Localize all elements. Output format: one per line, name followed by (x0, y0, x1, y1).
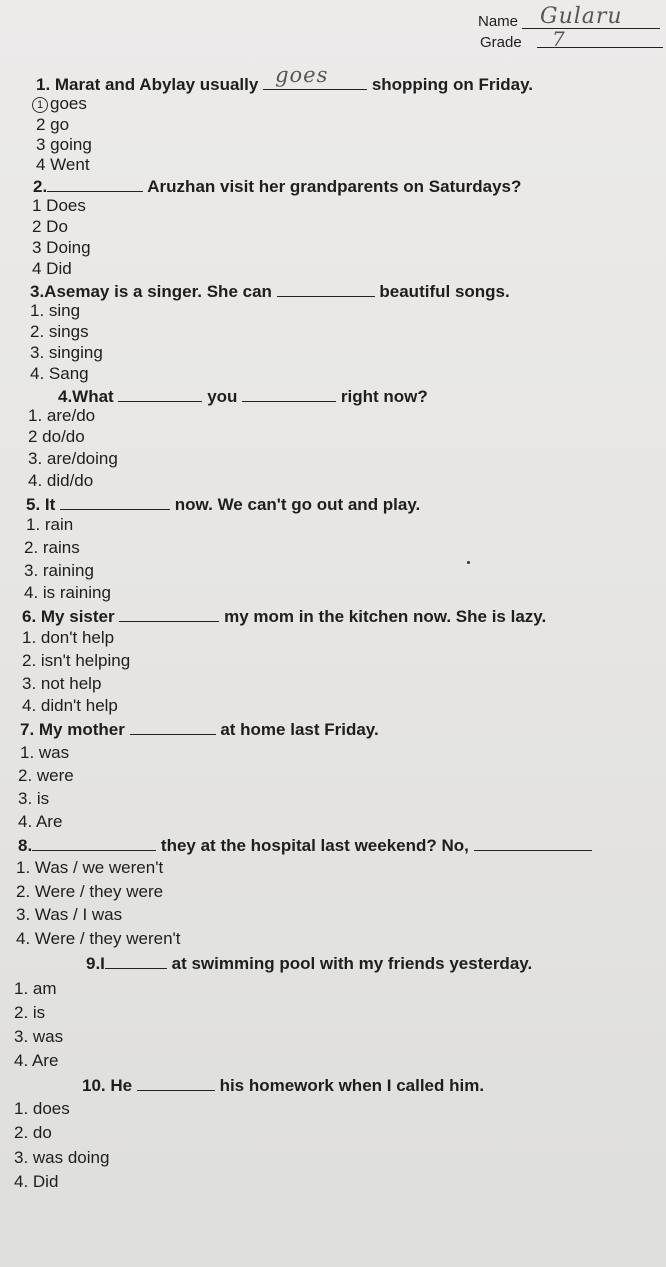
answer-blank (130, 718, 216, 735)
option: 1. Was / we weren't (16, 858, 164, 877)
option: 1 goes (32, 94, 87, 114)
option: 3 going (36, 135, 92, 154)
option: 1. am (14, 979, 57, 998)
option: 2. Were / they were (16, 882, 164, 901)
option: 4 Did (32, 259, 72, 278)
option: 2 do/do (28, 427, 85, 446)
question-10: 10. He his homework when I called him. (82, 1076, 485, 1095)
question-7: 7. My mother at home last Friday. (20, 720, 379, 739)
option: 2 go (36, 115, 70, 134)
option: 3. was (14, 1027, 64, 1046)
option: 3. not help (22, 674, 102, 693)
option: 2. rains (24, 538, 80, 557)
answer-blank (47, 175, 143, 192)
option: 3 Doing (32, 238, 91, 257)
option: 2. do (14, 1123, 52, 1142)
option: 4. Were / they weren't (16, 929, 181, 948)
grade-label: Grade (480, 34, 522, 51)
option: 2. isn't helping (22, 651, 131, 670)
option: 1. rain (26, 515, 74, 534)
option: 2 Do (32, 217, 68, 236)
answer-blank (118, 385, 202, 402)
option: 1. don't help (22, 628, 115, 647)
option: 1 Does (32, 196, 86, 215)
option: 4. Sang (30, 364, 89, 383)
option: 2. is (14, 1003, 46, 1022)
question-text: 1. Marat and Abylay usually (36, 75, 259, 94)
ink-dot (467, 561, 470, 564)
option: 1. does (14, 1099, 70, 1118)
option: 3. singing (30, 343, 103, 362)
circled-mark: 1 (32, 97, 48, 113)
option: 3. Was / I was (16, 905, 123, 924)
question-6: 6. My sister my mom in the kitchen now. She is lazy. (22, 607, 547, 626)
option: 3. raining (24, 561, 94, 580)
option: 4. did/do (28, 471, 94, 490)
question-3: 3.Asemay is a singer. She can beautiful songs. (30, 282, 510, 301)
answer-blank (137, 1074, 215, 1091)
answer-blank (474, 834, 592, 851)
option: 4 Went (36, 155, 90, 174)
answer-blank (60, 493, 170, 510)
answer-blank (277, 280, 375, 297)
answer-blank (263, 63, 367, 90)
question-9: 9.I at swimming pool with my friends yesterday. (86, 954, 533, 973)
option: 4. Are (18, 812, 63, 831)
question-2: 2. Aruzhan visit her grandparents on Saturdays? (33, 177, 522, 196)
question-8: 8. they at the hospital last weekend? No, (18, 834, 592, 856)
answer-blank (119, 605, 219, 622)
handwritten-answer: goes (275, 63, 329, 87)
question-1 (36, 63, 533, 95)
option: 1. are/do (28, 406, 96, 425)
answer-blank (242, 385, 336, 402)
name-label: Name (478, 13, 519, 30)
option: 3. was doing (14, 1148, 110, 1167)
option: 3. are/doing (28, 449, 118, 468)
option: 2. were (18, 766, 74, 785)
question-5: 5. It now. We can't go out and play. (26, 495, 421, 514)
grade-handwritten: 7 (552, 27, 566, 51)
name-handwritten: Gularu (540, 4, 623, 29)
option: 3. is (18, 789, 50, 808)
option: 4. didn't help (22, 696, 118, 715)
option: 1. was (20, 743, 70, 762)
answer-blank (32, 834, 156, 851)
option: 2. sings (30, 322, 89, 341)
question-text-end: shopping on Friday. (371, 75, 533, 94)
question-4: 4.What you right now? (58, 387, 428, 406)
answer-blank (105, 952, 167, 969)
option: 1. sing (30, 301, 81, 320)
option: 4. Are (14, 1051, 59, 1070)
option: 4. is raining (24, 583, 111, 602)
option: 4. Did (14, 1172, 59, 1191)
